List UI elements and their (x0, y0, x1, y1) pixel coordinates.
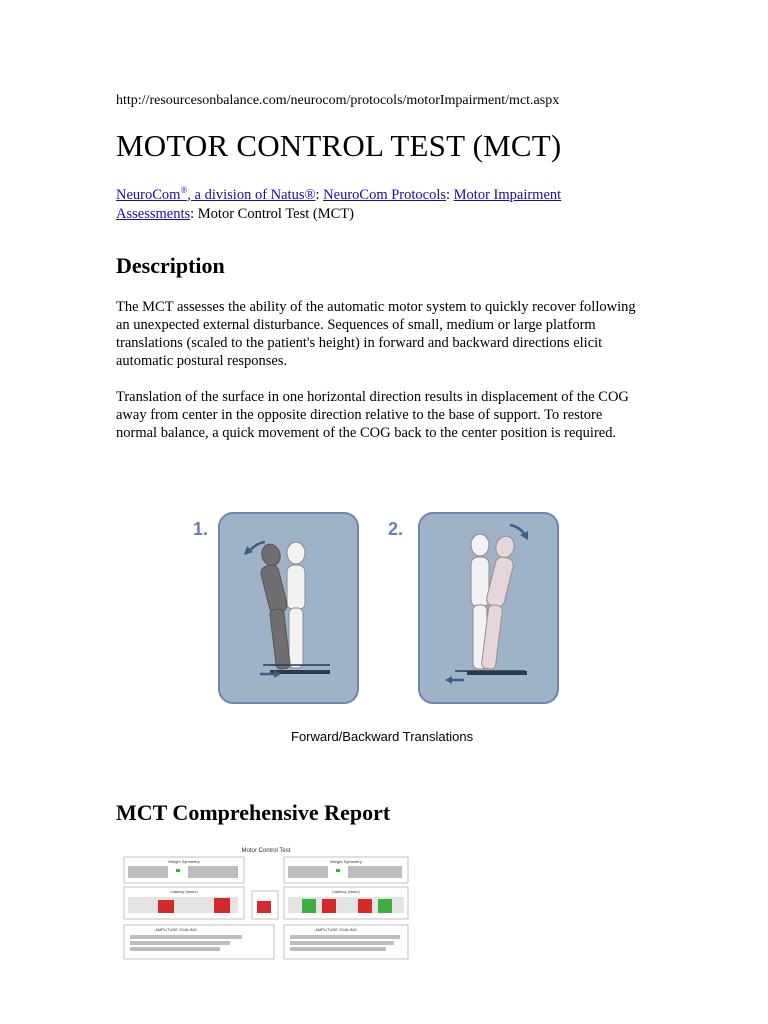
latency-bar (358, 899, 372, 913)
latency-bar (322, 899, 336, 913)
latency-right-title: Latency (msec) (332, 889, 360, 894)
figure-caption: Forward/Backward Translations (291, 729, 474, 744)
amplitude-right-title: AMPLITUDE SCALING (315, 927, 357, 932)
description-heading: Description (116, 253, 225, 278)
latency-bar (158, 900, 174, 913)
amplitude-left-title: AMPLITUDE SCALING (155, 927, 197, 932)
breadcrumb-link-assessments[interactable]: Motor Impairment Assessments (116, 186, 562, 222)
breadcrumb-separator: : (446, 186, 454, 203)
breadcrumb-link-neurocom[interactable]: NeuroCom®, a division of Natus® (116, 185, 316, 203)
latency-left-title: Latency (msec) (170, 889, 198, 894)
weight-symmetry-right-title: Weight Symmetry (330, 859, 362, 864)
breadcrumb-current: : Motor Control Test (MCT) (190, 205, 354, 222)
report-heading: MCT Comprehensive Report (116, 800, 391, 825)
latency-bar (302, 899, 316, 913)
breadcrumb-separator: : (315, 186, 324, 203)
breadcrumb-link-protocols[interactable]: NeuroCom Protocols (323, 186, 446, 203)
panel-1-label: 1. (193, 519, 209, 539)
translation-figure (185, 505, 570, 715)
mct-report-thumbnail (116, 843, 416, 963)
breadcrumb (116, 181, 636, 224)
source-url: http://resourcesonbalance.com/neurocom/protocols/motorImpairment/mct.aspx (116, 93, 560, 108)
panel-2-label: 2. (388, 519, 404, 539)
description-paragraph-2: Translation of the surface in one horizontal direction results in displacement of the COG away from center in the opposite direction relative to the base of support. To restore normal balance, a quick movement of the COG back to the center position is required. (116, 389, 629, 441)
report-title: Motor Control Test (241, 848, 291, 854)
latency-bar (257, 901, 271, 913)
page-title: MOTOR CONTROL TEST (MCT) (116, 128, 562, 163)
latency-bar (378, 899, 392, 913)
description-paragraph-1: The MCT assesses the ability of the automatic motor system to quickly recover following an unexpected external disturbance. Sequences of small, medium or large platform translations (scaled to the patient's height) in forward and backward directions elicit automatic postural responses. (116, 299, 636, 369)
weight-symmetry-left-title: Weight Symmetry (168, 859, 200, 864)
latency-bar (214, 898, 230, 913)
